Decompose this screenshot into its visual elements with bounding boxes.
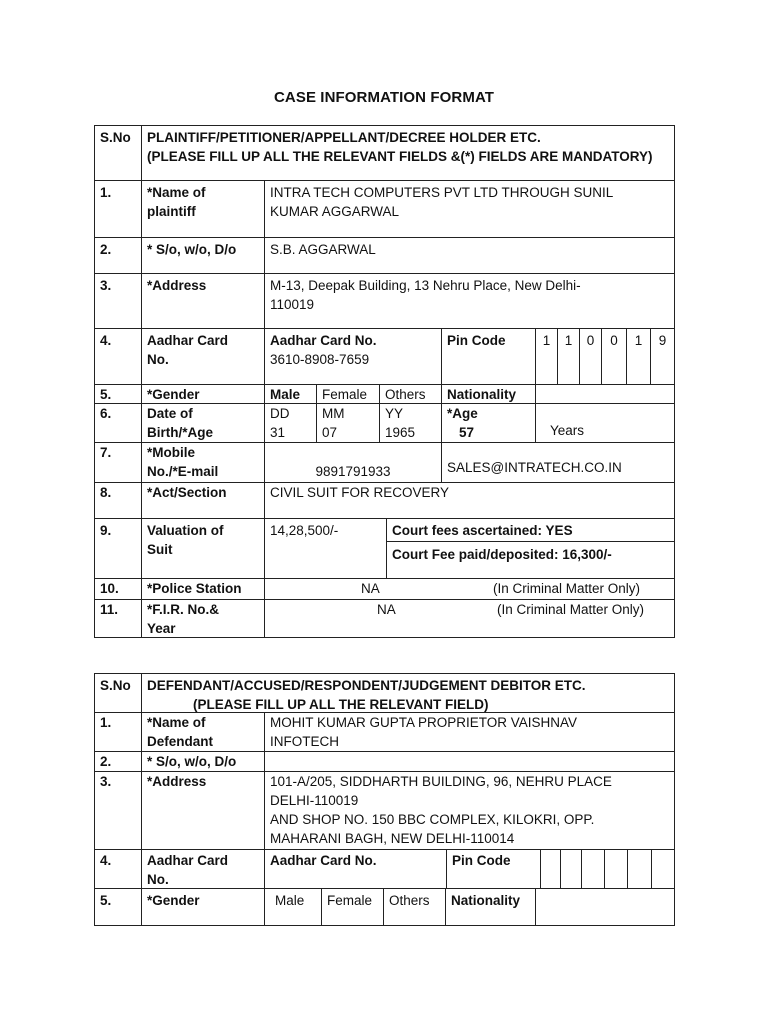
value-line: INTRA TECH COMPUTERS PVT LTD THROUGH SUNIL	[270, 185, 614, 200]
row-sno: 2.	[94, 751, 142, 772]
label-line: Aadhar Card	[147, 333, 229, 348]
label-dob-age	[141, 403, 265, 443]
row-sno: 10.	[94, 578, 142, 600]
row-sno: 5.	[94, 384, 142, 404]
label-line: Birth/*Age	[147, 425, 214, 440]
label-line: Suit	[147, 542, 173, 557]
label-mobile-email	[141, 442, 265, 483]
label-line: Year	[147, 621, 176, 636]
gender-others-option[interactable]: Others	[383, 888, 446, 926]
label-line: *F.I.R. No.&	[147, 602, 220, 617]
row-sno: 2.	[94, 237, 142, 274]
pin-digit[interactable]: 1	[535, 328, 558, 385]
pin-digit[interactable]	[651, 849, 675, 889]
label-line: *Name of	[147, 715, 206, 730]
value-line: DELHI-110019	[270, 793, 359, 808]
aadhar-label: Aadhar Card No.	[270, 333, 377, 348]
gender-male-option[interactable]: Male	[264, 888, 322, 926]
gender-female-option[interactable]: Female	[316, 384, 380, 404]
header-line-2: (PLEASE FILL UP ALL THE RELEVANT FIELD)	[193, 697, 489, 712]
header-sno: S.No	[94, 125, 142, 181]
plaintiff-header	[141, 125, 675, 181]
page-title: CASE INFORMATION FORMAT	[273, 89, 495, 106]
row-sno: 3.	[94, 771, 142, 850]
row-sno: 4.	[94, 849, 142, 889]
row-sno: 1.	[94, 180, 142, 238]
row-sno: 5.	[94, 888, 142, 926]
criminal-note: (In Criminal Matter Only)	[497, 602, 645, 617]
age-label: *Age	[447, 406, 478, 421]
label-act-section: *Act/Section	[141, 482, 265, 519]
value-line: 110019	[270, 297, 315, 312]
row-sno: 1.	[94, 712, 142, 752]
row-sno: 3.	[94, 273, 142, 329]
valuation-field[interactable]: 14,28,500/-	[264, 518, 387, 579]
aadhar-value: 3610-8908-7659	[270, 352, 370, 367]
age-unit: Years	[535, 403, 675, 443]
pin-digit[interactable]: 0	[579, 328, 602, 385]
nationality-field[interactable]	[535, 384, 675, 404]
dd-label: DD	[270, 406, 290, 421]
defendant-header	[141, 673, 675, 713]
pin-digit[interactable]	[627, 849, 652, 889]
label-aadhar	[141, 328, 265, 385]
value-line: MAHARANI BAGH, NEW DELHI-110014	[270, 831, 515, 846]
pin-digit[interactable]	[540, 849, 561, 889]
pin-digit[interactable]: 0	[601, 328, 627, 385]
value-line: M-13, Deepak Building, 13 Nehru Place, New Delhi-	[270, 278, 581, 293]
label-line: No.	[147, 872, 169, 887]
age-value: 57	[459, 425, 475, 440]
label-address: *Address	[141, 273, 265, 329]
row-sno: 9.	[94, 518, 142, 579]
label-police-station: *Police Station	[141, 578, 265, 600]
label-relation: * S/o, w/o, D/o	[141, 237, 265, 274]
header-line-1: DEFENDANT/ACCUSED/RESPONDENT/JUDGEMENT DEBITOR ETC.	[147, 678, 586, 693]
dob-year-field[interactable]	[379, 403, 442, 443]
plaintiff-aadhar-field[interactable]	[264, 328, 442, 385]
fir-field[interactable]	[264, 599, 675, 638]
label-fir	[141, 599, 265, 638]
pin-digit[interactable]	[604, 849, 628, 889]
value-line: KUMAR AGGARWAL	[270, 204, 400, 219]
defendant-address-field[interactable]	[264, 771, 675, 850]
row-sno: 11.	[94, 599, 142, 638]
label-nationality: Nationality	[441, 384, 536, 404]
pin-digit[interactable]: 9	[650, 328, 675, 385]
dd-value: 31	[270, 425, 286, 440]
mm-value: 07	[322, 425, 338, 440]
value-line: INFOTECH	[270, 734, 339, 749]
plaintiff-name-field[interactable]	[264, 180, 675, 238]
gender-others-option[interactable]: Others	[379, 384, 442, 404]
value-line: 101-A/205, SIDDHARTH BUILDING, 96, NEHRU PLACE	[270, 774, 612, 789]
label-pin-code: Pin Code	[441, 328, 536, 385]
label-valuation	[141, 518, 265, 579]
yy-value: 1965	[385, 425, 416, 440]
fir-value: NA	[377, 602, 396, 617]
row-sno: 4.	[94, 328, 142, 385]
plaintiff-relation-field[interactable]: S.B. AGGARWAL	[264, 237, 675, 274]
nationality-field[interactable]	[535, 888, 675, 926]
header-line-2: (PLEASE FILL UP ALL THE RELEVANT FIELDS &(*) FIELDS ARE MANDATORY)	[147, 149, 653, 164]
defendant-name-field[interactable]	[264, 712, 675, 752]
label-aadhar	[141, 849, 265, 889]
label-gender: *Gender	[141, 888, 265, 926]
row-sno: 6.	[94, 403, 142, 443]
defendant-aadhar-field[interactable]: Aadhar Card No.	[264, 849, 447, 889]
pin-digit[interactable]: 1	[626, 328, 651, 385]
gender-female-option[interactable]: Female	[321, 888, 384, 926]
dob-day-field[interactable]	[264, 403, 317, 443]
value-line: MOHIT KUMAR GUPTA PROPRIETOR VAISHNAV	[270, 715, 578, 730]
label-address: *Address	[141, 771, 265, 850]
court-fee-paid: Court Fee paid/deposited: 16,300/-	[386, 541, 675, 579]
email-field[interactable]: SALES@INTRATECH.CO.IN	[441, 442, 675, 483]
yy-label: YY	[385, 406, 404, 421]
police-station-field[interactable]	[264, 578, 675, 600]
criminal-note: (In Criminal Matter Only)	[493, 581, 641, 596]
label-line: Aadhar Card	[147, 853, 229, 868]
label-line: Date of	[147, 406, 193, 421]
label-line: No.	[147, 352, 169, 367]
pin-digit[interactable]	[560, 849, 582, 889]
label-line: No./*E-mail	[147, 464, 219, 479]
label-name-of-plaintiff	[141, 180, 265, 238]
mm-label: MM	[322, 406, 345, 421]
pin-digit[interactable]: 1	[557, 328, 580, 385]
age-field[interactable]	[441, 403, 536, 443]
row-sno: 8.	[94, 482, 142, 519]
act-section-field[interactable]: CIVIL SUIT FOR RECOVERY	[264, 482, 675, 519]
court-fees-ascertained: Court fees ascertained: YES	[386, 518, 675, 542]
label-gender: *Gender	[141, 384, 265, 404]
dob-month-field[interactable]	[316, 403, 380, 443]
label-name-of-defendant	[141, 712, 265, 752]
label-nationality: Nationality	[445, 888, 536, 926]
gender-male-option[interactable]: Male	[264, 384, 317, 404]
label-line: *Mobile	[147, 445, 196, 460]
header-sno: S.No	[94, 673, 142, 713]
pin-digit[interactable]	[581, 849, 605, 889]
defendant-relation-field[interactable]	[264, 751, 675, 772]
header-line-1: PLAINTIFF/PETITIONER/APPELLANT/DECREE HOLDER ETC.	[147, 130, 541, 145]
row-sno: 7.	[94, 442, 142, 483]
label-line: Defendant	[147, 734, 214, 749]
label-pin-code: Pin Code	[446, 849, 541, 889]
mobile-field[interactable]: 9891791933	[264, 442, 442, 483]
label-line: *Name of	[147, 185, 206, 200]
label-relation: * S/o, w/o, D/o	[141, 751, 265, 772]
label-line: Valuation of	[147, 523, 224, 538]
plaintiff-address-field[interactable]	[264, 273, 675, 329]
police-station-value: NA	[361, 581, 380, 596]
label-line: plaintiff	[147, 204, 196, 219]
value-line: AND SHOP NO. 150 BBC COMPLEX, KILOKRI, OPP.	[270, 812, 595, 827]
